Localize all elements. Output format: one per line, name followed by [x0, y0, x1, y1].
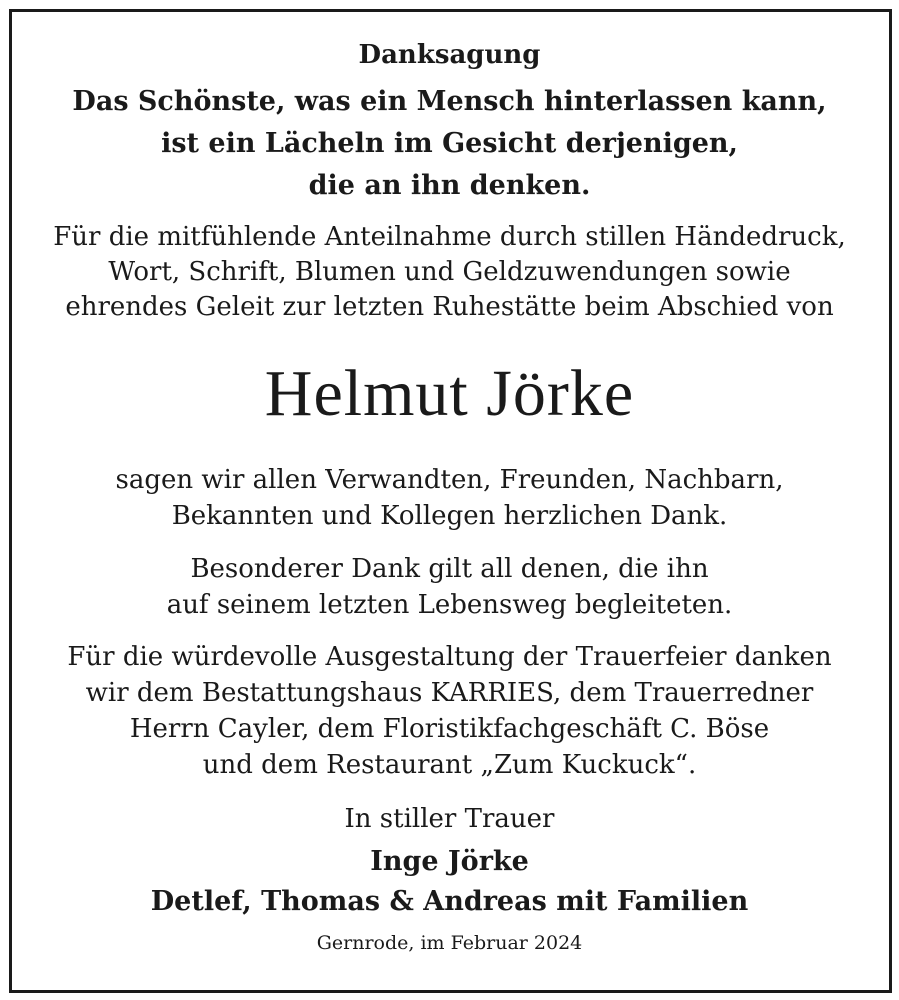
quote-line: die an ihn denken. [308, 170, 591, 201]
signatory-name: Inge Jörke [370, 846, 529, 877]
mourning-label: In stiller Trauer [344, 804, 555, 834]
quote-line: ist ein Lächeln im Gesicht derjenigen, [161, 128, 738, 159]
text-line: Herrn Cayler, dem Floristikfachgeschäft C. Böse [129, 714, 770, 744]
text-line: Wort, Schrift, Blumen und Geldzuwendungen sowie [108, 257, 791, 287]
deceased-name: Helmut Jörke [264, 357, 635, 430]
text-line: Besonderer Dank gilt all denen, die ihn [190, 554, 709, 584]
text-line: und dem Restaurant „Zum Kuckuck“. [202, 750, 697, 780]
text-line: wir dem Bestattungshaus KARRIES, dem Trauerredner [85, 678, 814, 708]
text-line: sagen wir allen Verwandten, Freunden, Nachbarn, [115, 465, 784, 495]
text-line: Für die mitfühlende Anteilnahme durch stillen Händedruck, [53, 222, 846, 252]
signatory-name: Detlef, Thomas & Andreas mit Familien [150, 886, 749, 917]
text-line: auf seinem letzten Lebensweg begleiteten. [166, 590, 733, 620]
quote-line: Das Schönste, was ein Mensch hinterlassen kann, [72, 86, 827, 117]
notice-title: Danksagung [358, 40, 541, 70]
text-line: ehrendes Geleit zur letzten Ruhestätte beim Abschied von [65, 292, 834, 322]
text-line: Bekannten und Kollegen herzlichen Dank. [171, 501, 728, 531]
place-date: Gernrode, im Februar 2024 [316, 932, 583, 954]
text-line: Für die würdevolle Ausgestaltung der Trauerfeier danken [67, 642, 832, 672]
